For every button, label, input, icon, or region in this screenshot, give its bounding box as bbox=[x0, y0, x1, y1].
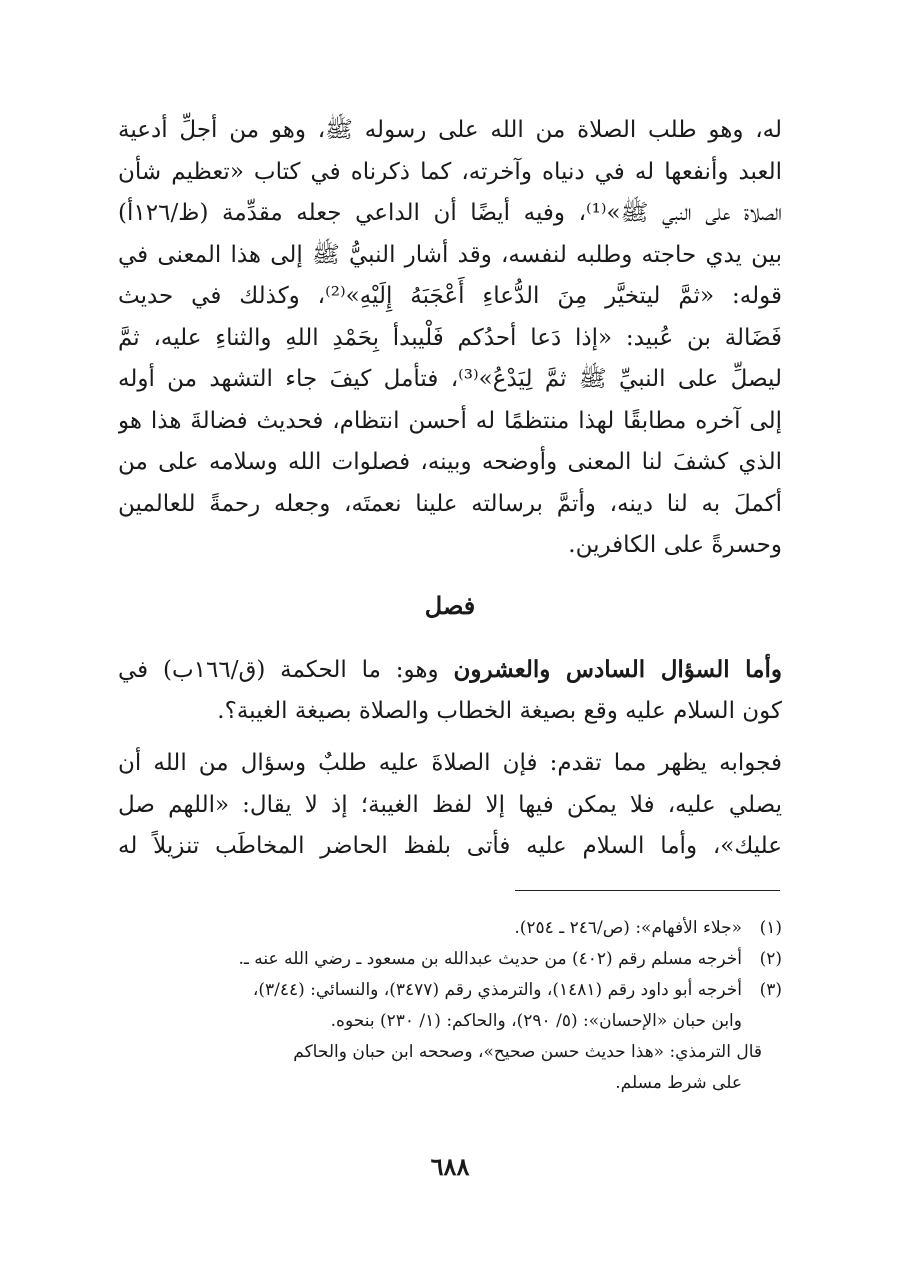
text-line: عليك»، وأما السلام عليه فأتى بلفظ الحاضر المخاطَب تنزيلاً له bbox=[118, 833, 782, 859]
page-number: ٦٨٨ bbox=[430, 1152, 470, 1181]
text-line: فَضَالة بن عُبيد: «إذا دَعا أحدُكم فَلْيبدأ بِحَمْدِ اللهِ والثناءِ عليه، ثمَّ bbox=[118, 324, 782, 351]
text-line: الذي كشفَ لنا المعنى وأوضحه وبينه، فصلوات الله وسلامه على من bbox=[118, 449, 782, 475]
footnote-3-note-end: على شرط مسلم. bbox=[615, 1073, 742, 1093]
footnote-2 bbox=[118, 944, 782, 975]
text-line: أكملَ به لنا دينه، وأتمَّ برسالته علينا نعمتَه، وجعله رحمةً للعالمين bbox=[118, 490, 782, 517]
footnote-3-continuation: وابن حبان «الإحسان»: (٥/ ٢٩٠)، والحاكم: (١/ ٢٣٠) بنحوه. bbox=[330, 1011, 742, 1031]
text-line: له، وهو طلب الصلاة من الله على رسوله ﷺ، وهو من أجلِّ أدعية bbox=[118, 117, 782, 143]
text-line bbox=[118, 649, 782, 691]
section-heading: فصل bbox=[424, 591, 476, 620]
footnote-text: أخرجه أبو داود رقم (١٤٨١)، والترمذي رقم (٣٤٧٧)، والنسائي: (٣/٤٤)، bbox=[252, 980, 742, 1000]
footnote-1 bbox=[118, 913, 782, 944]
paragraph-1 bbox=[118, 110, 782, 567]
text-line: كون السلام عليه وقع بصيغة الخطاب والصلاة بصيغة الغيبة؟. bbox=[217, 697, 782, 724]
text-line: العبد وأنفعها له في دنياه وآخرته، كما ذكرناه في كتاب «تعظيم شأن bbox=[118, 158, 782, 185]
text-line: إلى آخره مطابقًا لهذا منتظمًا له أحسن انتظام، فحديث فضالةَ هذا هو bbox=[118, 407, 782, 434]
paragraph-2 bbox=[118, 649, 782, 732]
paragraph-3 bbox=[118, 743, 782, 868]
footnote-3 bbox=[118, 975, 782, 1006]
footnote-number: (١) bbox=[759, 918, 782, 938]
footnotes bbox=[118, 913, 782, 1099]
question-rest: وهو: ما الحكمة (ق/١٦٦ب) في bbox=[118, 657, 454, 683]
footnote-text: «جلاء الأفهام»: (ص/٢٤٦ ـ ٢٥٤). bbox=[514, 918, 742, 938]
text-line: فجوابه يظهر مما تقدم: فإن الصلاةَ عليه طلبٌ وسؤال من الله أن bbox=[118, 750, 782, 776]
footnote-number: (٢) bbox=[759, 949, 782, 969]
footnote-divider bbox=[515, 890, 780, 891]
text-line: الصلاة على النبي ﷺ»⁽¹⁾، وفيه أيضًا أن الداعي جعله مقدِّمة (ظ/١٢٦أ) bbox=[118, 200, 782, 226]
footnote-number: (٣) bbox=[759, 980, 782, 1000]
footnote-3-note: قال الترمذي: «هذا حديث حسن صحيح»، وصححه ابن حبان والحاكم bbox=[293, 1042, 762, 1062]
question-title: وأما السؤال السادس والعشرون bbox=[453, 656, 782, 683]
text-line: قوله: «ثمَّ ليتخيَّر مِنَ الدُّعاءِ أَعْجَبَهُ إِلَيْهِ»⁽²⁾، وكذلك في حديث bbox=[118, 283, 782, 309]
text-line: يصلي عليه، فلا يمكن فيها إلا لفظ الغيبة؛ إذ لا يقال: «اللهم صل bbox=[118, 791, 782, 818]
text-line: ليصلِّ على النبيِّ ﷺ ثمَّ لِيَدْعُ»⁽³⁾، فتأمل كيفَ جاء التشهد من أوله bbox=[118, 366, 782, 392]
text-line: وحسرةً على الكافرين. bbox=[568, 532, 782, 558]
footnote-text: أخرجه مسلم رقم (٤٠٢) من حديث عبدالله بن مسعود ـ رضي الله عنه ـ. bbox=[238, 949, 742, 969]
text-line: بين يدي حاجته وطلبه لنفسه، وقد أشار النبيُّ ﷺ إلى هذا المعنى في bbox=[118, 241, 782, 268]
